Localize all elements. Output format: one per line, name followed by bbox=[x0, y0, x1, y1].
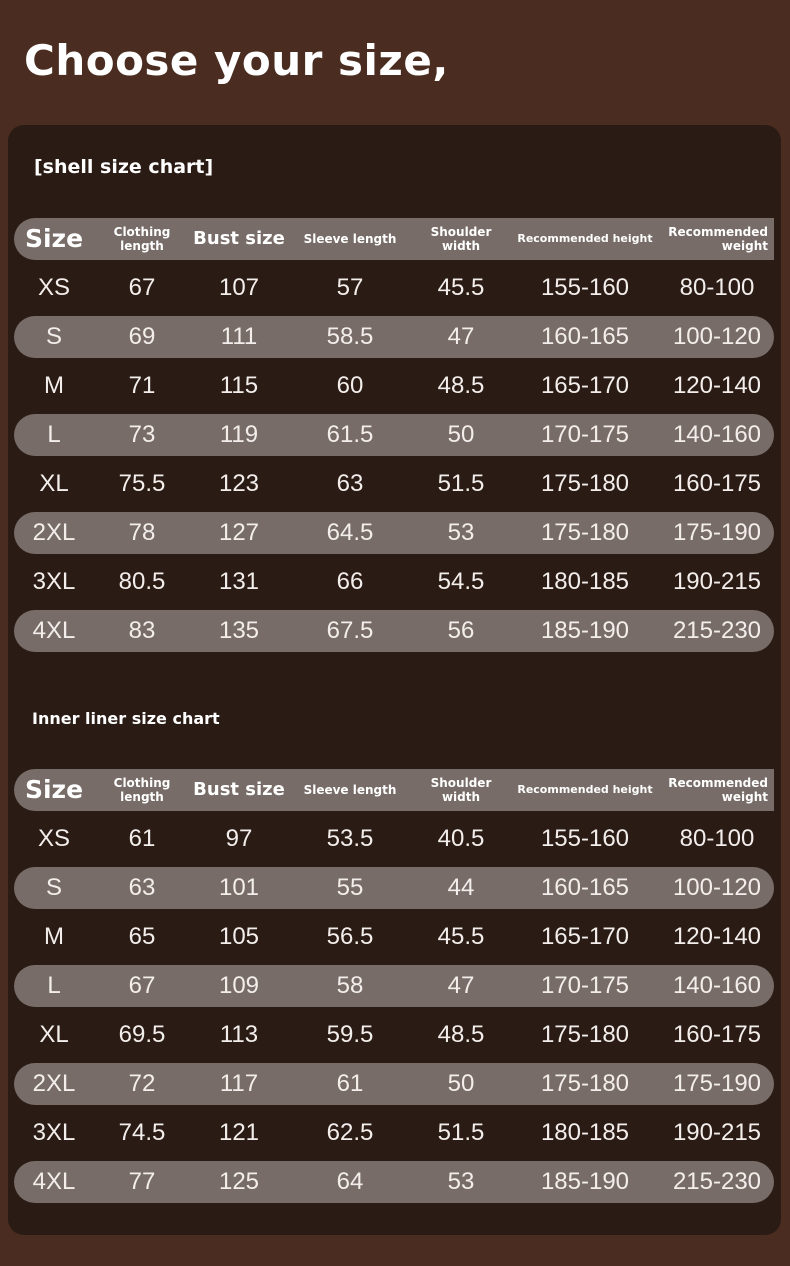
table-cell: 59.5 bbox=[326, 1021, 374, 1048]
table-cell: M bbox=[44, 372, 64, 399]
table-cell: 63 bbox=[128, 874, 156, 901]
table-cell: 160-175 bbox=[672, 1021, 762, 1048]
column-header: Size bbox=[24, 224, 84, 253]
table-cell: 63 bbox=[336, 470, 364, 497]
table-cell: 55 bbox=[336, 874, 364, 901]
table-cell: 160-165 bbox=[540, 874, 630, 901]
table-cell: 61 bbox=[128, 825, 156, 852]
column-header: Bust size bbox=[193, 228, 285, 249]
table-row bbox=[14, 1014, 774, 1056]
table-cell: 140-160 bbox=[672, 421, 762, 448]
table-cell: 69 bbox=[128, 323, 156, 350]
table-row bbox=[14, 1112, 774, 1154]
table-row bbox=[14, 365, 774, 407]
column-header: Bust size bbox=[193, 779, 285, 800]
table-cell: 45.5 bbox=[437, 923, 485, 950]
table-cell: 119 bbox=[219, 421, 259, 448]
table-cell: 48.5 bbox=[437, 372, 485, 399]
table-cell: 83 bbox=[128, 617, 156, 644]
table-cell: 215-230 bbox=[672, 1168, 762, 1195]
table-row bbox=[14, 965, 774, 1007]
table-cell: 107 bbox=[218, 274, 260, 301]
table-cell: 165-170 bbox=[540, 923, 630, 950]
table-cell: 2XL bbox=[32, 519, 76, 546]
table-cell: 100-120 bbox=[672, 323, 762, 350]
table-cell: 61 bbox=[336, 1070, 364, 1097]
table-cell: 170-175 bbox=[540, 421, 630, 448]
table-cell: 57 bbox=[336, 274, 364, 301]
table-cell: 60 bbox=[336, 372, 364, 399]
column-header: Sleeve length bbox=[303, 783, 397, 797]
table-cell: 135 bbox=[218, 617, 260, 644]
table-cell: 62.5 bbox=[326, 1119, 374, 1146]
table-row bbox=[14, 463, 774, 505]
table-cell: 109 bbox=[218, 972, 260, 999]
table-cell: 47 bbox=[447, 323, 475, 350]
table-cell: 4XL bbox=[32, 1168, 76, 1195]
table-row bbox=[14, 316, 774, 358]
table-cell: 155-160 bbox=[540, 274, 630, 301]
table-cell: 4XL bbox=[32, 617, 76, 644]
table-cell: 113 bbox=[219, 1021, 259, 1048]
table-cell: 120-140 bbox=[672, 372, 762, 399]
table-cell: 185-190 bbox=[540, 617, 630, 644]
table-header-row bbox=[14, 218, 774, 260]
table-cell: 125 bbox=[218, 1168, 260, 1195]
table-cell: 160-175 bbox=[672, 470, 762, 497]
table-row bbox=[14, 267, 774, 309]
table-cell: 120-140 bbox=[672, 923, 762, 950]
table-cell: 190-215 bbox=[672, 1119, 762, 1146]
table-row bbox=[14, 818, 774, 860]
table-cell: 175-180 bbox=[540, 1070, 630, 1097]
table-row bbox=[14, 610, 774, 652]
table-cell: 170-175 bbox=[540, 972, 630, 999]
table-cell: M bbox=[44, 923, 64, 950]
shell-section-title: [shell size chart] bbox=[34, 156, 214, 178]
table-cell: 67 bbox=[128, 274, 156, 301]
table-cell: 160-165 bbox=[540, 323, 630, 350]
table-row bbox=[14, 414, 774, 456]
column-header: Recommended weight bbox=[668, 776, 768, 804]
table-cell: 175-180 bbox=[540, 470, 630, 497]
table-row bbox=[14, 512, 774, 554]
column-header: Clothing length bbox=[113, 776, 171, 804]
table-cell: 69.5 bbox=[118, 1021, 166, 1048]
table-cell: 71 bbox=[128, 372, 156, 399]
table-cell: 3XL bbox=[32, 1119, 76, 1146]
table-cell: XS bbox=[37, 274, 70, 301]
table-cell: 44 bbox=[447, 874, 475, 901]
table-cell: 77 bbox=[128, 1168, 156, 1195]
table-cell: S bbox=[45, 874, 62, 901]
table-cell: 61.5 bbox=[326, 421, 374, 448]
table-cell: 48.5 bbox=[437, 1021, 485, 1048]
table-cell: 80-100 bbox=[679, 274, 755, 301]
table-cell: 123 bbox=[218, 470, 260, 497]
table-cell: S bbox=[45, 323, 62, 350]
column-header: Recommended height bbox=[517, 783, 653, 796]
table-cell: 74.5 bbox=[118, 1119, 166, 1146]
table-cell: 72 bbox=[128, 1070, 156, 1097]
table-cell: 50 bbox=[447, 1070, 475, 1097]
table-cell: 97 bbox=[225, 825, 253, 852]
table-cell: 165-170 bbox=[540, 372, 630, 399]
table-cell: 3XL bbox=[32, 568, 76, 595]
table-cell: 155-160 bbox=[540, 825, 630, 852]
table-cell: 140-160 bbox=[672, 972, 762, 999]
page-title: Choose your size, bbox=[24, 36, 449, 85]
table-row bbox=[14, 1063, 774, 1105]
table-row bbox=[14, 867, 774, 909]
table-cell: 175-190 bbox=[672, 1070, 762, 1097]
table-cell: 215-230 bbox=[672, 617, 762, 644]
table-cell: 117 bbox=[219, 1070, 259, 1097]
table-cell: 175-190 bbox=[672, 519, 762, 546]
column-header: Size bbox=[24, 775, 84, 804]
table-cell: 64 bbox=[336, 1168, 364, 1195]
table-row bbox=[14, 916, 774, 958]
table-cell: 105 bbox=[218, 923, 260, 950]
table-cell: 111 bbox=[220, 323, 258, 350]
column-header: Recommended height bbox=[517, 232, 653, 245]
table-cell: XL bbox=[39, 470, 69, 497]
table-cell: 78 bbox=[128, 519, 156, 546]
column-header: Shoulder width bbox=[430, 776, 492, 804]
table-cell: 127 bbox=[218, 519, 260, 546]
table-cell: 64.5 bbox=[326, 519, 374, 546]
column-header: Shoulder width bbox=[430, 225, 492, 253]
table-cell: 67.5 bbox=[326, 617, 374, 644]
table-cell: 121 bbox=[218, 1119, 260, 1146]
table-row bbox=[14, 1161, 774, 1203]
table-cell: 56 bbox=[447, 617, 475, 644]
table-cell: L bbox=[47, 972, 61, 999]
column-header: Clothing length bbox=[113, 225, 171, 253]
table-cell: 2XL bbox=[32, 1070, 76, 1097]
table-cell: 180-185 bbox=[540, 1119, 630, 1146]
table-cell: XS bbox=[37, 825, 70, 852]
table-cell: 54.5 bbox=[437, 568, 485, 595]
table-cell: 80.5 bbox=[118, 568, 166, 595]
table-cell: 131 bbox=[218, 568, 260, 595]
table-cell: 50 bbox=[447, 421, 475, 448]
table-cell: 75.5 bbox=[118, 470, 166, 497]
table-cell: 58.5 bbox=[326, 323, 374, 350]
table-cell: 40.5 bbox=[437, 825, 485, 852]
liner-section-title: Inner liner size chart bbox=[32, 709, 220, 728]
table-cell: 56.5 bbox=[326, 923, 374, 950]
table-cell: 100-120 bbox=[672, 874, 762, 901]
table-cell: 180-185 bbox=[540, 568, 630, 595]
table-cell: XL bbox=[39, 1021, 69, 1048]
table-cell: L bbox=[47, 421, 61, 448]
table-row bbox=[14, 561, 774, 603]
table-cell: 51.5 bbox=[437, 470, 485, 497]
table-cell: 51.5 bbox=[437, 1119, 485, 1146]
table-cell: 190-215 bbox=[672, 568, 762, 595]
table-cell: 67 bbox=[128, 972, 156, 999]
table-cell: 58 bbox=[336, 972, 364, 999]
shell-size-table bbox=[14, 218, 774, 659]
table-header-row bbox=[14, 769, 774, 811]
column-header: Recommended weight bbox=[668, 225, 768, 253]
table-cell: 175-180 bbox=[540, 519, 630, 546]
table-cell: 45.5 bbox=[437, 274, 485, 301]
table-cell: 185-190 bbox=[540, 1168, 630, 1195]
table-cell: 66 bbox=[336, 568, 364, 595]
table-cell: 80-100 bbox=[679, 825, 755, 852]
column-header: Sleeve length bbox=[303, 232, 397, 246]
table-cell: 101 bbox=[218, 874, 260, 901]
table-cell: 65 bbox=[128, 923, 156, 950]
table-cell: 53.5 bbox=[326, 825, 374, 852]
table-cell: 53 bbox=[447, 1168, 475, 1195]
table-cell: 47 bbox=[447, 972, 475, 999]
table-cell: 73 bbox=[128, 421, 156, 448]
table-cell: 175-180 bbox=[540, 1021, 630, 1048]
liner-size-table bbox=[14, 769, 774, 1210]
table-cell: 115 bbox=[219, 372, 259, 399]
table-cell: 53 bbox=[447, 519, 475, 546]
